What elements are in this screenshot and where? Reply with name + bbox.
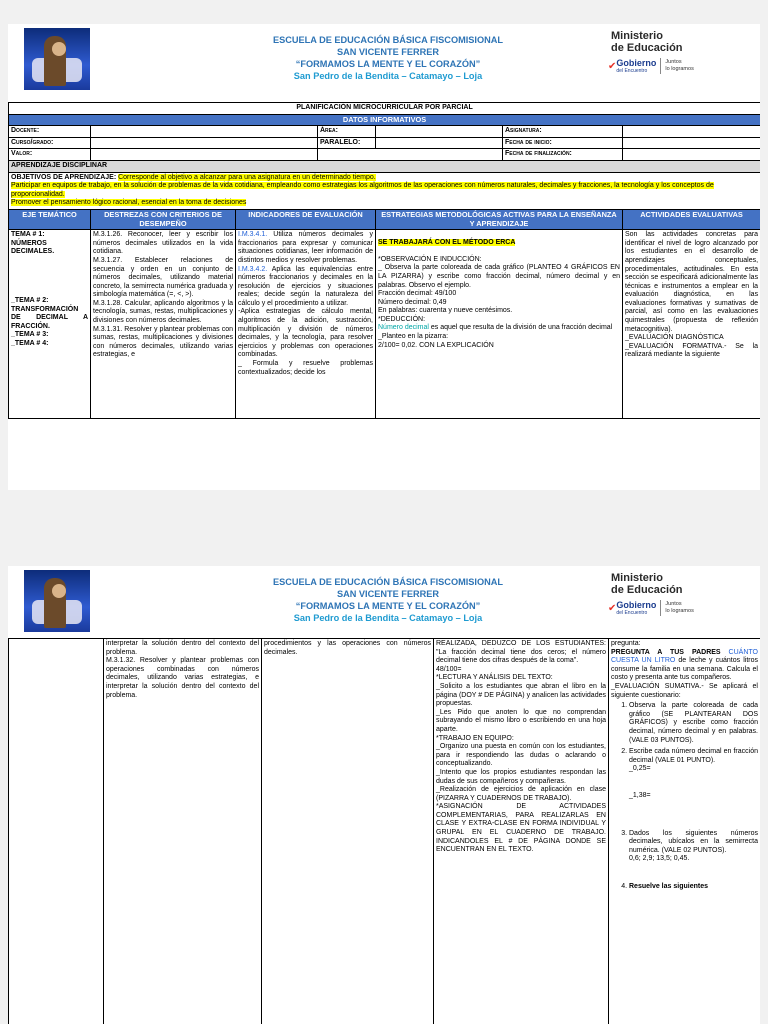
destreza-continuacion: interpretar la solución dentro del contexto del problema.: [106, 640, 259, 656]
numero-decimal: Número decimal: 0,49: [378, 298, 447, 306]
destrezas-cell: [91, 230, 236, 419]
docente-value: [91, 126, 318, 138]
gobierno-slogan: [665, 59, 693, 73]
gobierno-icon: ✔: [608, 60, 617, 72]
gobierno-text: [616, 600, 656, 616]
objetivos-block: [9, 172, 761, 209]
col-actividades: ACTIVIDADES EVALUATIVAS: [623, 209, 761, 229]
participar-text: Participar en equipos de trabajo, en la solución de problemas de la vida cotidiana, empleando como estrategias los algoritmos de las operaciones con números naturales, decimales y fracciones, la tecnología y los conceptos de proporcionalidad.: [11, 182, 714, 198]
gobierno-name: Gobierno: [616, 600, 657, 610]
conclusion: [436, 640, 606, 666]
pregunta-padres-highlight: CUÁNTO CUESTA UN LITRO: [611, 648, 758, 665]
ministerio-line2: de Educación: [611, 42, 683, 54]
eje-tema3: _TEMA # 3:: [11, 331, 49, 339]
curso-label: Curso/grado:: [9, 137, 91, 149]
indicador-continuacion: procedimientos y las operaciones con números decimales.: [264, 640, 431, 656]
indicador-2: [238, 266, 373, 309]
curso-value: [91, 137, 318, 149]
ministerio-logo: [608, 572, 728, 636]
pregunta-2b: _1,38=: [629, 791, 651, 799]
school-heading: [198, 34, 578, 82]
col-eje-tematico: EJE TEMÁTICO: [9, 209, 91, 229]
trabajo-2: _Intento que los propios estudiantes respondan las dudas de sus compañeros y compañeras.: [436, 768, 606, 785]
observacion-heading: *OBSERVACIÓN E INDUCCIÓN:: [378, 255, 482, 263]
ministerio-title: [611, 572, 728, 596]
school-location: San Pedro de la Bendita – Catamayo – Loja: [293, 613, 483, 623]
eje-cell: [9, 230, 91, 419]
conclusion-text: "La fracción decimal tiene dos ceros; el número decimal tiene dos cifras después de la coma".: [436, 648, 606, 665]
gobierno-sub: del Encuentro: [616, 610, 648, 616]
evaluacion-formativa: _EVALUACIÓN FORMATIVA.- Se la realizará mediante la siguiente: [625, 342, 759, 359]
pregunta-padres: [611, 649, 758, 683]
planning-title: PLANIFICACIÓN MICROCURRICULAR POR PARCIAL: [9, 103, 761, 115]
eje-tema1-title: NÚMEROS DECIMALES.: [11, 239, 55, 256]
school-heading: [198, 576, 578, 624]
slogan-line1: Juntos: [665, 601, 682, 607]
indicador-4: _ Formula y resuelve problemas contextualizados; decide los: [238, 360, 373, 376]
actividades-cell: [623, 230, 761, 419]
ministerio-line2: de Educación: [611, 584, 683, 596]
deduccion-heading: *DEDUCCIÓN:: [378, 315, 426, 323]
gobierno-logo: [608, 58, 728, 74]
fraccion-decimal: Fracción decimal: 49/100: [378, 290, 457, 298]
indicador-3: -Aplica estrategias de cálculo mental, algoritmos de la adición, sustracción, multiplicación y división de números decimales, y la tecnología, para resolver ejercicios y problemas con operaciones combinadas.: [238, 308, 373, 359]
estrategias-cell: [376, 230, 623, 419]
school-patron: SAN VICENTE FERRER: [336, 589, 440, 599]
slogan-line1: Juntos: [665, 59, 682, 65]
fecha-fin-label: Fecha de finalización:: [503, 149, 623, 161]
planning-table: [8, 102, 760, 419]
definicion-text: es aquel que resulta de la división de una fracción decimal: [428, 324, 613, 332]
school-logo: [24, 570, 90, 632]
gobierno-logo: [608, 600, 728, 616]
indicadores-cell: [262, 639, 434, 1024]
gobierno-slogan: [665, 601, 693, 615]
school-motto: “FORMAMOS LA MENTE Y EL CORAZÓN”: [295, 59, 481, 69]
document-page-2: [8, 566, 760, 1024]
lectura-heading: *LECTURA Y ANÁLISIS DEL TEXTO:: [436, 674, 553, 682]
planning-table-continued: [8, 638, 760, 1024]
indicador-2-text: Aplica las equivalencias entre números fraccionarios y decimales en la resolución de ejercicios y situaciones reales; decide según la naturaleza del cálculo y el procedimiento a utilizar.: [238, 265, 373, 307]
lectura-1: _Solicito a los estudiantes que abran el libro en la página (DOY # DE PÁGINA) y analicen las actividades propuestas.: [436, 682, 606, 708]
pregunta-2a: _0,25=: [629, 765, 651, 773]
school-logo: [24, 28, 90, 90]
document-page-1: [8, 24, 760, 490]
col-estrategias: ESTRATEGIAS METODOLÓGICAS ACTIVAS PARA LA ENSEÑANZA Y APRENDIZAJE: [376, 209, 623, 229]
pregunta-1-text: Observa la parte coloreada de cada gráfico (SE PLANTEARAN DOS GRÁFICOS) y escribe como fracción decimal, número decimal y en palabras. (VALE 03 PUNTOS).: [629, 702, 758, 744]
pregunta-padres-lead: PREGUNTA A TUS PADRES: [611, 648, 721, 656]
trabajo-1: _Organizo una puesta en común con los estudiantes, para ir respondiendo las dudas o aclarando o conceptualizando.: [436, 743, 606, 768]
indicador-1-text: Utiliza números decimales y fraccionarios para expresar y comunicar situaciones cotidianas, leer información de distintos medios y resolver problemas.: [238, 231, 373, 264]
actividades-cell: [609, 639, 761, 1024]
promover-text: Promover el pensamiento lógico racional, esencial en la toma de decisiones: [11, 199, 247, 207]
pregunta-3-values: 0,6; 2,9; 13,5; 0,45.: [629, 855, 690, 863]
page-header: [8, 566, 760, 638]
conclusion-lead: REALIZADA, DEDUZCO DE LOS ESTUDIANTES:: [436, 640, 606, 647]
destreza-m3126: M.3.1.26. Reconocer, leer y escribir los números decimales utilizados en la vida cotidiana.: [93, 231, 233, 256]
destreza-m3131: M.3.1.31. Resolver y plantear problemas con sumas, restas, multiplicaciones y divisiones con números decimales, utilizando varias estrategias, e: [93, 325, 233, 359]
pregunta-4-text: Resuelve las siguientes: [629, 882, 708, 890]
destrezas-cell: [104, 639, 262, 1024]
docente-label: Docente:: [9, 126, 91, 138]
pregunta-2-text: Escribe cada número decimal en fracción decimal (VALE 01 PUNTO).: [629, 748, 758, 764]
fecha-inicio-label: Fecha de inicio:: [503, 137, 623, 149]
indicador-1-code: I.M.3.4.1.: [238, 231, 268, 239]
gobierno-divider: [660, 600, 661, 616]
destreza-m3127: M.3.1.27. Establecer relaciones de secuencia y orden en un conjunto de números decimales, utilizando material concreto, la semirrecta numérica graduada y simbología matemática (=, <, >).: [93, 256, 233, 299]
asignatura-value: [623, 126, 761, 138]
trabajo-3: _Realización de ejercicios de aplicación en clase (PIZARRA Y CUADERNOS DE TRABAJO).: [436, 786, 606, 802]
gobierno-divider: [660, 58, 661, 74]
trabajo-heading: *TRABAJO EN EQUIPO:: [436, 734, 514, 742]
ministerio-line1: Ministerio: [611, 572, 663, 584]
pregunta-3: [629, 830, 758, 880]
area-label: Área:: [318, 126, 376, 138]
planteo-ejemplo: 2/100= 0,02. CON LA EXPLICACIÓN: [378, 341, 494, 349]
indicador-1: [238, 231, 373, 265]
school-patron: SAN VICENTE FERRER: [336, 47, 440, 57]
school-motto: “FORMAMOS LA MENTE Y EL CORAZÓN”: [295, 601, 481, 611]
fecha-inicio-value: [623, 137, 761, 149]
fecha-fin-value: [623, 149, 761, 161]
ministerio-logo: [608, 30, 728, 94]
lectura-2: _Les Pido que anoten lo que no comprendan subrayando el mismo libro o escribiendo en una hoja aparte.: [436, 708, 606, 733]
pregunta-padres-text: de leche y cuántos litros consume la familia en una semana. Calcula el costo y presenta ante tus compañeros.: [611, 657, 758, 682]
paralelo-value: [376, 137, 503, 149]
ministerio-title: [611, 30, 728, 54]
pregunta-label: pregunta:: [611, 640, 641, 647]
pregunta-3-text: Dados los siguientes números decimales, ubícalos en la semirrecta numérica. (VALE 02 PUNTOS).: [629, 829, 758, 854]
estrategias-cell: [434, 639, 609, 1024]
pregunta-1: [629, 702, 758, 745]
asignacion: *ASIGNACIÓN DE ACTIVIDADES COMPLEMENTARIAS, PARA REALIZARLAS EN CLASE Y EXTRA-CLASE EN FORMA INDIVIDUAL Y GRUPAL EN EL CUADERNO DE TRABAJO. INDICANDOLES EL # DE PÁGINA DONDE SE ENCUENTRAN EN EL TEXTO.: [436, 803, 606, 854]
eje-tema1: TEMA # 1:: [11, 231, 45, 239]
valor-spacer: [318, 149, 503, 161]
objetivos-text: Corresponde al objetivo a alcanzar para una asignatura en un determinado tiempo.: [118, 173, 376, 181]
gobierno-sub: del Encuentro: [616, 68, 648, 74]
eje-tema2-title: TRANSFORMACIÓN DE DECIMAL A FRACCIÓN.: [11, 305, 88, 330]
destreza-m3132: M.3.1.32. Resolver y plantear problemas con operaciones combinadas con números decimales, utilizando varias estrategias, e interpretar la solución dentro del contexto del problema.: [106, 657, 259, 699]
valor-value: [91, 149, 318, 161]
asignatura-label: Asignatura:: [503, 126, 623, 138]
valor-label: Valor:: [9, 149, 91, 161]
en-palabras: En palabras: cuarenta y nueve centésimos.: [378, 307, 513, 315]
col-indicadores: INDICADORES DE EVALUACIÓN: [236, 209, 376, 229]
gobierno-name: Gobierno: [616, 58, 657, 68]
eje-tema2: _TEMA # 2:: [11, 296, 49, 304]
page-header: [8, 24, 760, 102]
school-location: San Pedro de la Bendita – Catamayo – Loja: [293, 71, 483, 81]
paralelo-label: PARALELO:: [318, 137, 376, 149]
slogan-line2: lo logramos: [665, 66, 694, 72]
pregunta-2: [629, 748, 758, 826]
school-name: ESCUELA DE EDUCACIÓN BÁSICA FISCOMISIONAL: [272, 35, 504, 45]
actividades-text: Son las actividades concretas para identificar el nivel de logro alcanzado por los estudiantes en el desarrollo de aprendizajes conceptuales, procedimentales, actitudinales. En esta sección se especificará adicionalmente las técnicas e instrumentos a emplear en la evaluación diagnóstica, en las evaluaciones formativas y sumativas de parcial, así como en las evaluaciones quimestrales (propuesta de reflexión metacognitiva).: [625, 231, 759, 333]
aprendizaje-heading: APRENDIZAJE DISCIPLINAR: [9, 160, 761, 172]
definicion-term: Número decimal: [378, 324, 429, 332]
ejemplo-48-100: 48/100=: [436, 665, 462, 673]
area-value: [376, 126, 503, 138]
evaluacion-diagnostica: _EVALUACIÓN DIAGNÓSTICA: [625, 334, 724, 342]
school-name: ESCUELA DE EDUCACIÓN BÁSICA FISCOMISIONAL: [272, 577, 504, 587]
ministerio-line1: Ministerio: [611, 30, 663, 42]
indicador-2-code: I.M.3.4.2.: [238, 265, 268, 273]
gobierno-text: [616, 58, 656, 74]
metodo-erca: SE TRABAJARÁ CON EL MÉTODO ERCA: [378, 239, 516, 247]
objetivos-label: OBJETIVOS DE APRENDIZAJE:: [11, 173, 117, 181]
definicion: [378, 324, 620, 333]
slogan-line2: lo logramos: [665, 608, 694, 614]
gobierno-icon: ✔: [608, 602, 617, 614]
pregunta-4: [629, 883, 758, 892]
planteo: _Planteo en la pizarra:: [378, 333, 449, 341]
evaluacion-sumativa: _EVALUACIÓN SUMATIVA.- Se aplicará el siguiente cuestionario:: [611, 682, 758, 699]
datos-informativos-heading: DATOS INFORMATIVOS: [9, 114, 761, 126]
indicadores-cell: [236, 230, 376, 419]
observacion-text: _ Observa la parte coloreada de cada gráfico (PLANTEO 4 GRÁFICOS EN LA PIZARRA) y escribe como fracción decimal, número decimal y en palabras. Observo el ejemplo.: [378, 264, 620, 289]
cuestionario: [611, 702, 758, 891]
eje-cell: [9, 639, 104, 1024]
eje-tema4: _TEMA # 4:: [11, 339, 49, 347]
destreza-m3128: M.3.1.28. Calcular, aplicando algoritmos y la tecnología, sumas, restas, multiplicaciones y divisiones con números decimales.: [93, 299, 233, 325]
col-destrezas: DESTREZAS CON CRITERIOS DE DESEMPEÑO: [91, 209, 236, 229]
